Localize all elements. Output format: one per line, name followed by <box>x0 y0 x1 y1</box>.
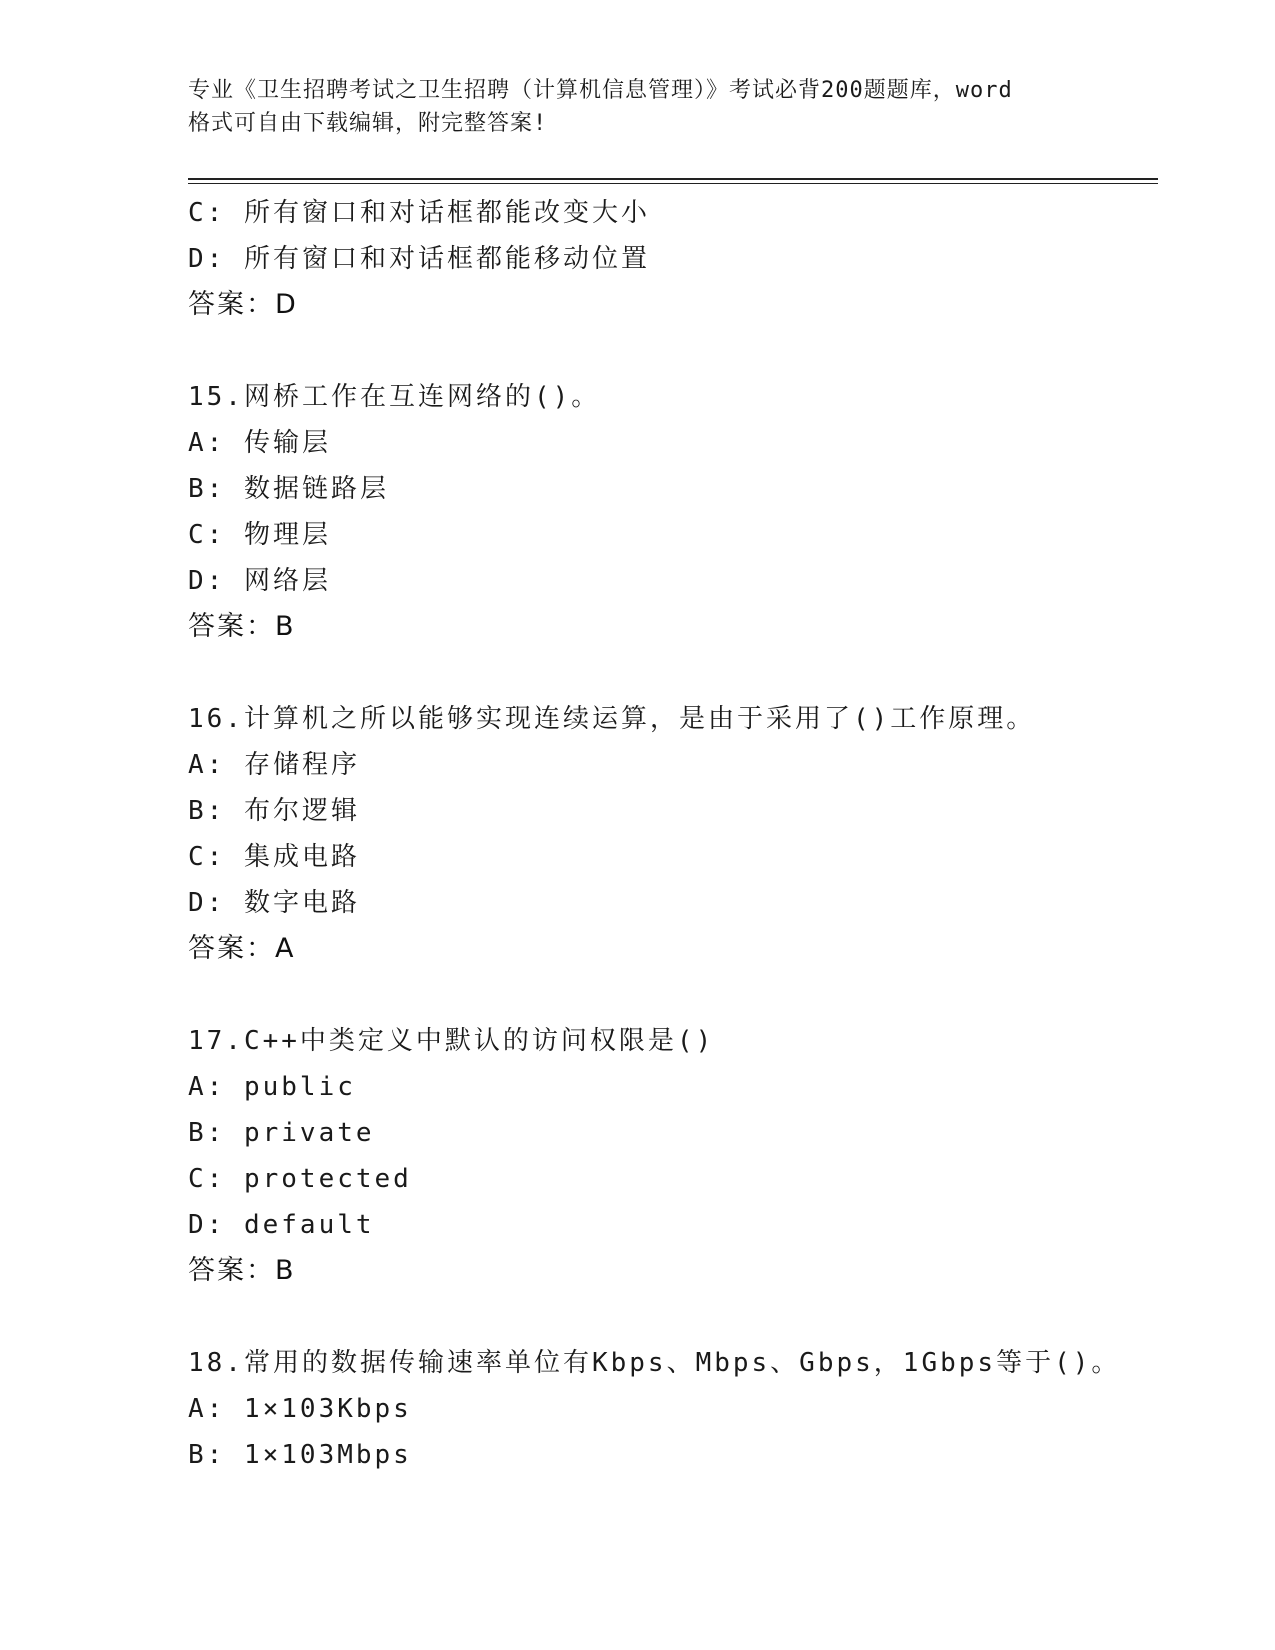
question-block-16 <box>188 696 1168 972</box>
answer-line: 答案：B <box>188 1255 296 1286</box>
option-d: D: 网络层 <box>188 566 331 596</box>
header-title-line-2: 格式可自由下载编辑，附完整答案! <box>188 111 548 136</box>
option-b: B: 数据链路层 <box>188 474 389 504</box>
spacer <box>188 650 1168 696</box>
option-b: B: private <box>188 1118 375 1148</box>
option-b: B: 1×103Mbps <box>188 1440 412 1470</box>
question-block-18 <box>188 1340 1168 1478</box>
option-c: C: 集成电路 <box>188 842 360 872</box>
option-c: C: protected <box>188 1164 412 1194</box>
question-title: 17.C++中类定义中默认的访问权限是() <box>188 1026 715 1056</box>
option-a: A: 1×103Kbps <box>188 1394 412 1424</box>
spacer <box>188 1294 1168 1340</box>
option-b: B: 布尔逻辑 <box>188 796 360 826</box>
option-d: D: 所有窗口和对话框都能移动位置 <box>188 244 650 274</box>
answer-line: 答案：A <box>188 933 296 964</box>
option-d: D: default <box>188 1210 375 1240</box>
option-c: C: 物理层 <box>188 520 331 550</box>
answer-line: 答案：D <box>188 289 298 320</box>
question-block-15 <box>188 374 1168 650</box>
option-c: C: 所有窗口和对话框都能改变大小 <box>188 198 650 228</box>
question-block-continued <box>188 190 1168 328</box>
option-a: A: public <box>188 1072 356 1102</box>
option-a: A: 传输层 <box>188 428 331 458</box>
document-header <box>188 74 1088 140</box>
header-divider-thick <box>188 178 1158 180</box>
question-title: 18.常用的数据传输速率单位有Kbps、Mbps、Gbps，1Gbps等于()。 <box>188 1348 1121 1378</box>
question-block-17 <box>188 1018 1168 1294</box>
option-a: A: 存储程序 <box>188 750 360 780</box>
question-title: 16.计算机之所以能够实现连续运算，是由于采用了()工作原理。 <box>188 704 1036 734</box>
answer-line: 答案：B <box>188 611 296 642</box>
question-list <box>188 190 1168 1478</box>
question-title: 15.网桥工作在互连网络的()。 <box>188 382 601 412</box>
option-d: D: 数字电路 <box>188 888 360 918</box>
spacer <box>188 972 1168 1018</box>
header-divider-thin <box>188 183 1158 184</box>
spacer <box>188 328 1168 374</box>
header-title-line-1: 专业《卫生招聘考试之卫生招聘（计算机信息管理）》考试必背200题题库，word <box>188 78 1013 103</box>
